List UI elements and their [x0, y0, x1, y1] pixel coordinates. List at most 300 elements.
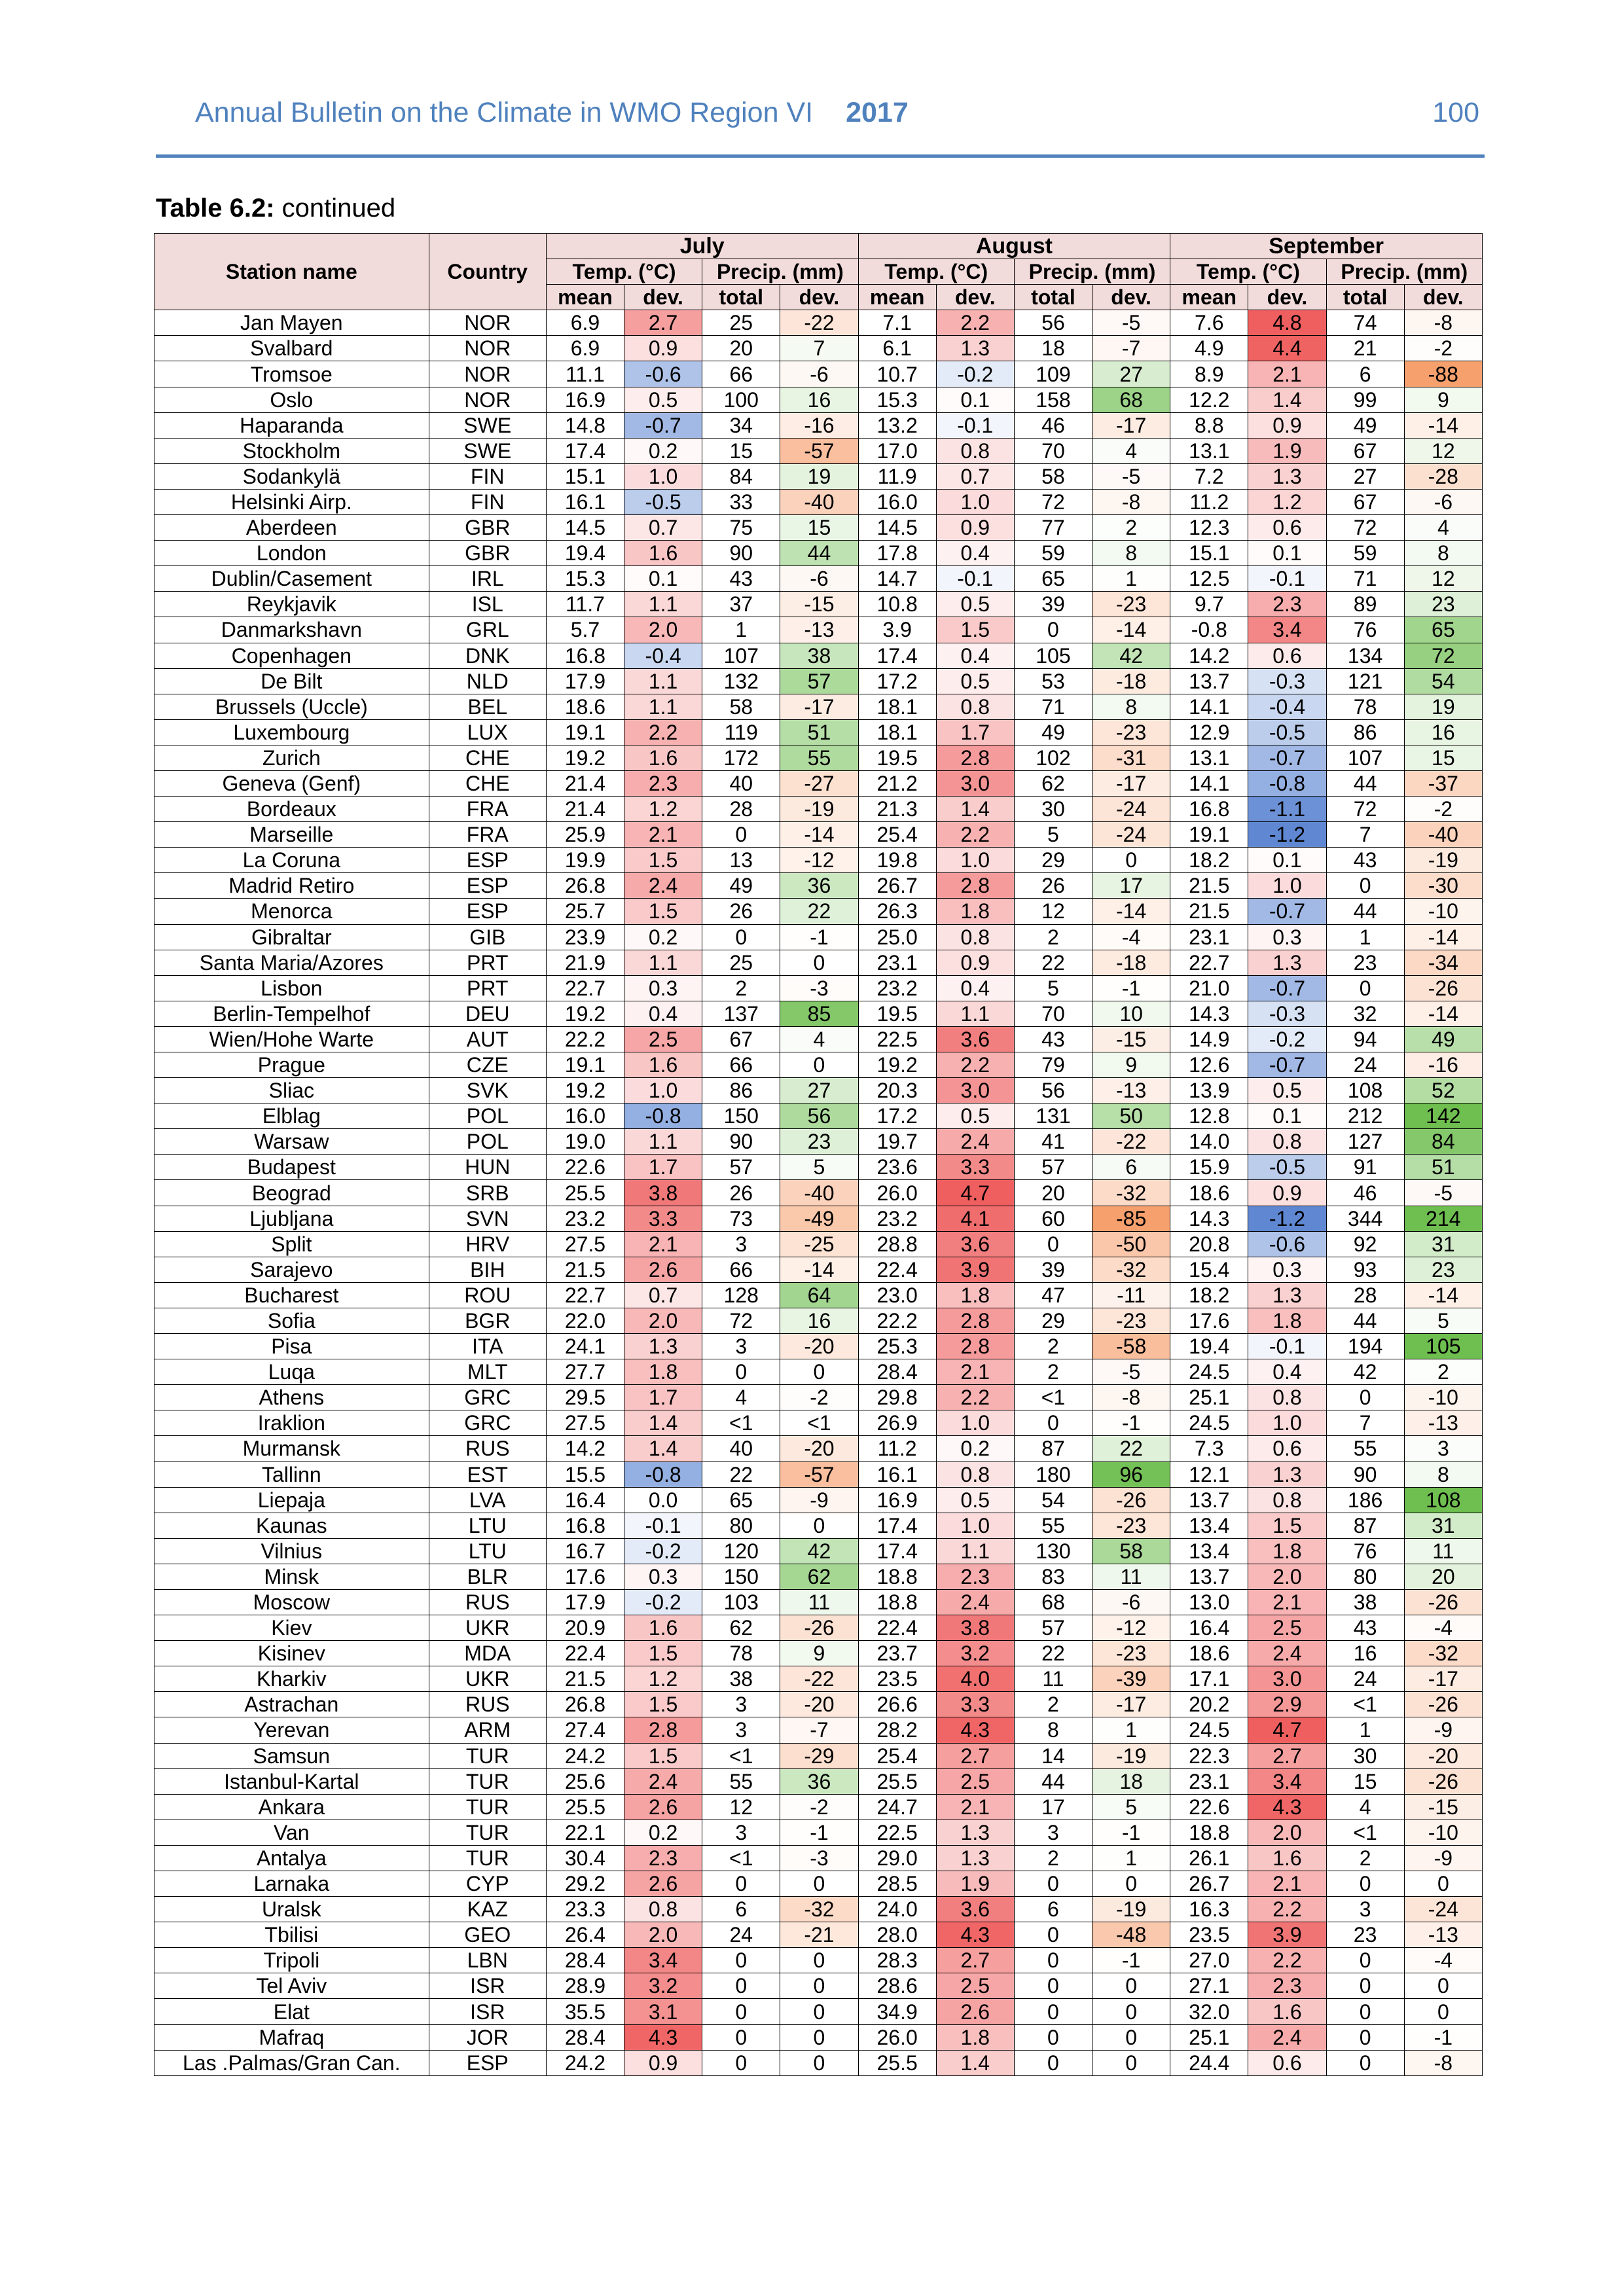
- july-precip-total-cell: 75: [702, 515, 780, 541]
- september-temp-mean-cell: 12.2: [1170, 387, 1248, 412]
- july-temp-dev-cell: 0.2: [624, 1820, 702, 1845]
- september-temp-dev-cell: 0.1: [1248, 1103, 1326, 1129]
- august-precip-dev-cell: 8: [1092, 694, 1170, 719]
- september-temp-mean-cell: 19.1: [1170, 822, 1248, 848]
- august-temp-dev-cell: 0.9: [936, 950, 1014, 975]
- august-precip-dev-cell: -23: [1092, 1641, 1170, 1666]
- station-name-cell: Kaunas: [154, 1513, 429, 1538]
- september-precip-dev-cell: -14: [1404, 1001, 1482, 1026]
- july-precip-total-cell: 128: [702, 1282, 780, 1308]
- august-temp-dev-cell: 1.1: [936, 1538, 1014, 1564]
- august-temp-dev-cell: 1.8: [936, 1282, 1014, 1308]
- august-precip-dev-cell: -14: [1092, 617, 1170, 643]
- september-precip-total-cell: 24: [1326, 1666, 1404, 1692]
- temp-header: Temp. (°C): [1170, 259, 1326, 285]
- july-temp-dev-cell: 1.2: [624, 797, 702, 822]
- station-name-cell: Lisbon: [154, 975, 429, 1001]
- september-precip-total-cell: 108: [1326, 1078, 1404, 1103]
- september-precip-total-cell: 16: [1326, 1641, 1404, 1666]
- august-temp-dev-cell: 0.5: [936, 1103, 1014, 1129]
- september-precip-dev-cell: -10: [1404, 1385, 1482, 1410]
- table-caption: [156, 194, 395, 223]
- september-temp-dev-cell: 3.4: [1248, 1768, 1326, 1794]
- country-cell: FIN: [429, 489, 546, 514]
- september-precip-total-cell: 134: [1326, 643, 1404, 668]
- july-precip-total-cell: 65: [702, 1487, 780, 1513]
- july-precip-total-cell: <1: [702, 1410, 780, 1436]
- august-precip-dev-cell: -12: [1092, 1615, 1170, 1641]
- september-precip-dev-cell: 8: [1404, 541, 1482, 566]
- july-temp-mean-cell: 28.4: [546, 1948, 624, 1973]
- september-temp-mean-cell: 27.0: [1170, 1948, 1248, 1973]
- country-cell: TUR: [429, 1768, 546, 1794]
- september-precip-total-cell: 0: [1326, 1871, 1404, 1897]
- september-precip-dev-cell: -1: [1404, 2024, 1482, 2050]
- july-temp-mean-cell: 19.1: [546, 719, 624, 745]
- july-precip-total-cell: 40: [702, 1436, 780, 1462]
- table-row: [154, 1794, 1483, 1820]
- july-precip-total-cell: 26: [702, 899, 780, 924]
- september-temp-mean-cell: 12.5: [1170, 566, 1248, 592]
- july-precip-dev-cell: -7: [780, 1717, 858, 1743]
- august-temp-dev-cell: 3.3: [936, 1155, 1014, 1180]
- bulletin-title-text: Annual Bulletin on the Climate in WMO Region VI: [195, 97, 814, 128]
- july-precip-dev-cell: 85: [780, 1001, 858, 1026]
- july-temp-mean-cell: 26.8: [546, 1692, 624, 1717]
- july-temp-dev-cell: 3.3: [624, 1206, 702, 1231]
- table-row: [154, 310, 1483, 336]
- july-temp-mean-cell: 16.4: [546, 1487, 624, 1513]
- july-precip-total-cell: 1: [702, 617, 780, 643]
- september-precip-dev-cell: 20: [1404, 1564, 1482, 1589]
- july-temp-dev-cell: 1.1: [624, 668, 702, 694]
- august-temp-dev-cell: 1.7: [936, 719, 1014, 745]
- august-precip-dev-cell: 0: [1092, 1999, 1170, 2024]
- bulletin-title: [195, 97, 909, 129]
- july-precip-total-cell: 40: [702, 770, 780, 796]
- september-precip-total-cell: 55: [1326, 1436, 1404, 1462]
- country-cell: FRA: [429, 822, 546, 848]
- august-temp-dev-cell: 1.3: [936, 1845, 1014, 1871]
- july-precip-dev-cell: -14: [780, 822, 858, 848]
- august-precip-total-cell: 57: [1014, 1155, 1092, 1180]
- september-temp-mean-cell: 15.1: [1170, 541, 1248, 566]
- station-name-cell: Yerevan: [154, 1717, 429, 1743]
- july-temp-mean-cell: 16.8: [546, 1513, 624, 1538]
- august-precip-dev-cell: 6: [1092, 1155, 1170, 1180]
- september-precip-total-cell: 74: [1326, 310, 1404, 336]
- table-row: [154, 1564, 1483, 1589]
- july-temp-dev-cell: 0.3: [624, 1564, 702, 1589]
- station-name-cell: Kharkiv: [154, 1666, 429, 1692]
- country-cell: CHE: [429, 745, 546, 770]
- september-precip-total-cell: 46: [1326, 1180, 1404, 1206]
- september-temp-dev-cell: 0.5: [1248, 1078, 1326, 1103]
- september-precip-dev-cell: -28: [1404, 463, 1482, 489]
- august-precip-total-cell: 0: [1014, 1922, 1092, 1948]
- july-precip-total-cell: 4: [702, 1385, 780, 1410]
- table-row: [154, 1641, 1483, 1666]
- august-temp-mean-cell: 23.2: [858, 1206, 936, 1231]
- july-temp-dev-cell: 1.6: [624, 1052, 702, 1078]
- july-temp-dev-cell: 2.0: [624, 1308, 702, 1333]
- july-precip-dev-cell: 42: [780, 1538, 858, 1564]
- september-precip-dev-cell: 214: [1404, 1206, 1482, 1231]
- august-precip-total-cell: 0: [1014, 1948, 1092, 1973]
- august-temp-mean-cell: 22.5: [858, 1026, 936, 1052]
- september-precip-total-cell: 28: [1326, 1282, 1404, 1308]
- september-temp-mean-cell: 25.1: [1170, 1385, 1248, 1410]
- station-name-cell: Moscow: [154, 1589, 429, 1615]
- station-name-cell: Jan Mayen: [154, 310, 429, 336]
- station-name-cell: Liepaja: [154, 1487, 429, 1513]
- july-precip-total-cell: 49: [702, 873, 780, 899]
- september-temp-dev-cell: -1.2: [1248, 822, 1326, 848]
- july-precip-dev-cell: -12: [780, 848, 858, 873]
- september-temp-mean-cell: 14.1: [1170, 770, 1248, 796]
- july-temp-mean-cell: 22.4: [546, 1641, 624, 1666]
- august-temp-dev-cell: 0.4: [936, 975, 1014, 1001]
- september-precip-dev-cell: 11: [1404, 1538, 1482, 1564]
- july-temp-dev-cell: 1.5: [624, 1641, 702, 1666]
- august-precip-total-cell: 58: [1014, 463, 1092, 489]
- september-temp-mean-cell: 19.4: [1170, 1334, 1248, 1359]
- september-precip-total-cell: 1: [1326, 924, 1404, 950]
- country-cell: GEO: [429, 1922, 546, 1948]
- september-precip-total-cell: 80: [1326, 1564, 1404, 1589]
- country-cell: GBR: [429, 515, 546, 541]
- august-precip-total-cell: 70: [1014, 438, 1092, 463]
- july-precip-dev-cell: -1: [780, 924, 858, 950]
- september-precip-dev-cell: 0: [1404, 1871, 1482, 1897]
- august-precip-dev-cell: 0: [1092, 1871, 1170, 1897]
- september-temp-mean-cell: 18.8: [1170, 1820, 1248, 1845]
- july-temp-mean-cell: 17.9: [546, 1589, 624, 1615]
- table-row: [154, 336, 1483, 361]
- table-row: [154, 1436, 1483, 1462]
- september-precip-dev-cell: -40: [1404, 822, 1482, 848]
- august-temp-dev-cell: 4.3: [936, 1922, 1014, 1948]
- august-precip-total-cell: 62: [1014, 770, 1092, 796]
- country-cell: FIN: [429, 463, 546, 489]
- table-row: [154, 412, 1483, 438]
- august-temp-dev-cell: 2.1: [936, 1359, 1014, 1385]
- july-precip-total-cell: 107: [702, 643, 780, 668]
- july-precip-total-cell: 22: [702, 1462, 780, 1487]
- august-precip-dev-cell: -23: [1092, 592, 1170, 617]
- table-row: [154, 1973, 1483, 1999]
- august-temp-dev-cell: 2.4: [936, 1589, 1014, 1615]
- july-temp-dev-cell: 2.0: [624, 617, 702, 643]
- september-precip-total-cell: 92: [1326, 1231, 1404, 1257]
- page-number: 100: [1432, 97, 1479, 128]
- august-temp-mean-cell: 16.9: [858, 1487, 936, 1513]
- july-temp-dev-cell: 2.7: [624, 310, 702, 336]
- july-precip-dev-cell: -57: [780, 438, 858, 463]
- september-precip-total-cell: 127: [1326, 1129, 1404, 1155]
- september-temp-dev-cell: 1.4: [1248, 387, 1326, 412]
- station-name-cell: Madrid Retiro: [154, 873, 429, 899]
- august-temp-dev-cell: 0.7: [936, 463, 1014, 489]
- july-temp-mean-cell: 21.5: [546, 1257, 624, 1282]
- september-precip-total-cell: <1: [1326, 1820, 1404, 1845]
- september-precip-total-cell: 4: [1326, 1794, 1404, 1820]
- august-temp-mean-cell: 17.4: [858, 1538, 936, 1564]
- august-precip-dev-cell: -24: [1092, 797, 1170, 822]
- july-precip-total-cell: 28: [702, 797, 780, 822]
- july-precip-dev-cell: 16: [780, 1308, 858, 1333]
- station-name-cell: Minsk: [154, 1564, 429, 1589]
- sub-header-dev: dev.: [780, 285, 858, 310]
- july-temp-dev-cell: 2.6: [624, 1257, 702, 1282]
- july-precip-dev-cell: 0: [780, 1948, 858, 1973]
- august-temp-dev-cell: 2.5: [936, 1768, 1014, 1794]
- country-cell: JOR: [429, 2024, 546, 2050]
- september-temp-dev-cell: 4.4: [1248, 336, 1326, 361]
- september-temp-dev-cell: 2.2: [1248, 1897, 1326, 1922]
- august-temp-mean-cell: 22.4: [858, 1257, 936, 1282]
- station-name-cell: Marseille: [154, 822, 429, 848]
- july-precip-dev-cell: 0: [780, 1052, 858, 1078]
- august-precip-dev-cell: 1: [1092, 1845, 1170, 1871]
- august-precip-total-cell: 0: [1014, 1999, 1092, 2024]
- july-temp-dev-cell: 1.7: [624, 1155, 702, 1180]
- table-row: [154, 1845, 1483, 1871]
- july-temp-dev-cell: 3.8: [624, 1180, 702, 1206]
- july-temp-dev-cell: 1.4: [624, 1410, 702, 1436]
- august-precip-dev-cell: 5: [1092, 1794, 1170, 1820]
- september-temp-mean-cell: 22.7: [1170, 950, 1248, 975]
- september-temp-dev-cell: -0.1: [1248, 566, 1326, 592]
- sub-header-dev: dev.: [624, 285, 702, 310]
- july-temp-dev-cell: 2.1: [624, 822, 702, 848]
- august-temp-dev-cell: -0.2: [936, 361, 1014, 387]
- station-name-cell: Aberdeen: [154, 515, 429, 541]
- september-temp-mean-cell: 27.1: [1170, 1973, 1248, 1999]
- july-precip-total-cell: 84: [702, 463, 780, 489]
- july-temp-dev-cell: 0.8: [624, 1897, 702, 1922]
- august-temp-mean-cell: 25.4: [858, 1743, 936, 1768]
- august-precip-total-cell: 39: [1014, 592, 1092, 617]
- august-precip-dev-cell: -22: [1092, 1129, 1170, 1155]
- country-cell: SWE: [429, 412, 546, 438]
- august-precip-total-cell: 18: [1014, 336, 1092, 361]
- august-precip-dev-cell: -85: [1092, 1206, 1170, 1231]
- august-precip-total-cell: 39: [1014, 1257, 1092, 1282]
- august-precip-dev-cell: -23: [1092, 719, 1170, 745]
- august-temp-mean-cell: 19.8: [858, 848, 936, 873]
- september-temp-mean-cell: 23.1: [1170, 924, 1248, 950]
- july-precip-total-cell: 0: [702, 924, 780, 950]
- september-precip-dev-cell: 84: [1404, 1129, 1482, 1155]
- september-temp-dev-cell: 1.8: [1248, 1538, 1326, 1564]
- july-temp-dev-cell: 2.3: [624, 770, 702, 796]
- september-precip-total-cell: 7: [1326, 822, 1404, 848]
- july-precip-total-cell: 37: [702, 592, 780, 617]
- july-temp-dev-cell: 2.4: [624, 873, 702, 899]
- country-cell: CZE: [429, 1052, 546, 1078]
- august-precip-dev-cell: -11: [1092, 1282, 1170, 1308]
- september-temp-mean-cell: 7.3: [1170, 1436, 1248, 1462]
- table-row: [154, 643, 1483, 668]
- september-temp-dev-cell: -0.7: [1248, 899, 1326, 924]
- august-temp-mean-cell: 26.7: [858, 873, 936, 899]
- september-precip-total-cell: 24: [1326, 1052, 1404, 1078]
- july-precip-dev-cell: 38: [780, 643, 858, 668]
- august-precip-total-cell: 20: [1014, 1180, 1092, 1206]
- july-precip-total-cell: 0: [702, 822, 780, 848]
- july-temp-mean-cell: 19.4: [546, 541, 624, 566]
- september-precip-total-cell: 0: [1326, 1385, 1404, 1410]
- september-temp-mean-cell: 8.8: [1170, 412, 1248, 438]
- country-cell: POL: [429, 1129, 546, 1155]
- september-precip-dev-cell: 0: [1404, 1999, 1482, 2024]
- august-temp-mean-cell: 7.1: [858, 310, 936, 336]
- august-temp-mean-cell: 34.9: [858, 1999, 936, 2024]
- july-precip-dev-cell: -40: [780, 489, 858, 514]
- august-precip-total-cell: 5: [1014, 822, 1092, 848]
- september-precip-dev-cell: -32: [1404, 1641, 1482, 1666]
- july-temp-dev-cell: 1.1: [624, 592, 702, 617]
- august-precip-total-cell: 2: [1014, 1692, 1092, 1717]
- august-precip-dev-cell: -5: [1092, 1359, 1170, 1385]
- september-precip-total-cell: 43: [1326, 848, 1404, 873]
- station-name-cell: Santa Maria/Azores: [154, 950, 429, 975]
- july-precip-dev-cell: 0: [780, 1999, 858, 2024]
- august-temp-dev-cell: 4.0: [936, 1666, 1014, 1692]
- july-temp-mean-cell: 16.1: [546, 489, 624, 514]
- september-precip-dev-cell: 23: [1404, 1257, 1482, 1282]
- august-precip-total-cell: 158: [1014, 387, 1092, 412]
- august-precip-total-cell: 87: [1014, 1436, 1092, 1462]
- country-header: Country: [429, 234, 546, 310]
- july-temp-dev-cell: 2.8: [624, 1717, 702, 1743]
- station-name-cell: Menorca: [154, 899, 429, 924]
- station-name-cell: Tripoli: [154, 1948, 429, 1973]
- august-precip-total-cell: 0: [1014, 2050, 1092, 2075]
- august-temp-dev-cell: 0.8: [936, 1462, 1014, 1487]
- august-temp-mean-cell: 25.5: [858, 2050, 936, 2075]
- july-precip-total-cell: 25: [702, 310, 780, 336]
- august-precip-dev-cell: -23: [1092, 1308, 1170, 1333]
- july-temp-mean-cell: 16.8: [546, 643, 624, 668]
- september-precip-dev-cell: -26: [1404, 1768, 1482, 1794]
- month-header-july: July: [546, 234, 858, 259]
- july-temp-dev-cell: -0.1: [624, 1513, 702, 1538]
- august-temp-dev-cell: -0.1: [936, 412, 1014, 438]
- station-name-cell: Geneva (Genf): [154, 770, 429, 796]
- august-temp-mean-cell: 23.6: [858, 1155, 936, 1180]
- table-row: [154, 617, 1483, 643]
- september-precip-total-cell: 43: [1326, 1615, 1404, 1641]
- sub-header-dev: dev.: [1404, 285, 1482, 310]
- august-precip-dev-cell: -24: [1092, 822, 1170, 848]
- september-temp-mean-cell: 4.9: [1170, 336, 1248, 361]
- september-temp-mean-cell: 23.1: [1170, 1768, 1248, 1794]
- july-precip-dev-cell: 22: [780, 899, 858, 924]
- august-temp-mean-cell: 19.7: [858, 1129, 936, 1155]
- table-row: [154, 1231, 1483, 1257]
- table-row: [154, 1871, 1483, 1897]
- august-temp-mean-cell: 17.4: [858, 643, 936, 668]
- july-precip-dev-cell: -26: [780, 1615, 858, 1641]
- july-temp-mean-cell: 29.2: [546, 1871, 624, 1897]
- august-precip-total-cell: 8: [1014, 1717, 1092, 1743]
- september-precip-dev-cell: 65: [1404, 617, 1482, 643]
- country-cell: PRT: [429, 950, 546, 975]
- sub-header-mean: mean: [546, 285, 624, 310]
- july-temp-dev-cell: 4.3: [624, 2024, 702, 2050]
- september-temp-mean-cell: 17.6: [1170, 1308, 1248, 1333]
- station-name-cell: Bucharest: [154, 1282, 429, 1308]
- july-precip-dev-cell: 44: [780, 541, 858, 566]
- august-precip-total-cell: 30: [1014, 797, 1092, 822]
- july-temp-mean-cell: 17.9: [546, 668, 624, 694]
- july-temp-dev-cell: 2.2: [624, 719, 702, 745]
- july-precip-total-cell: 119: [702, 719, 780, 745]
- july-temp-dev-cell: 1.8: [624, 1359, 702, 1385]
- july-precip-total-cell: 100: [702, 387, 780, 412]
- september-temp-dev-cell: 2.5: [1248, 1615, 1326, 1641]
- station-name-cell: Van: [154, 1820, 429, 1845]
- july-precip-dev-cell: 0: [780, 1973, 858, 1999]
- july-temp-mean-cell: 27.4: [546, 1717, 624, 1743]
- table-row: [154, 1410, 1483, 1436]
- station-name-cell: Wien/Hohe Warte: [154, 1026, 429, 1052]
- september-temp-mean-cell: 13.4: [1170, 1513, 1248, 1538]
- country-cell: ITA: [429, 1334, 546, 1359]
- august-temp-mean-cell: 18.8: [858, 1564, 936, 1589]
- july-temp-dev-cell: -0.8: [624, 1462, 702, 1487]
- september-temp-mean-cell: 24.5: [1170, 1359, 1248, 1385]
- july-temp-dev-cell: 1.0: [624, 1078, 702, 1103]
- september-precip-dev-cell: -34: [1404, 950, 1482, 975]
- sub-header-dev: dev.: [1248, 285, 1326, 310]
- july-temp-dev-cell: -0.6: [624, 361, 702, 387]
- table-row: [154, 1078, 1483, 1103]
- september-precip-dev-cell: -14: [1404, 1282, 1482, 1308]
- august-temp-dev-cell: 1.0: [936, 489, 1014, 514]
- september-precip-total-cell: 87: [1326, 1513, 1404, 1538]
- july-precip-total-cell: 0: [702, 1999, 780, 2024]
- july-precip-dev-cell: -6: [780, 566, 858, 592]
- july-temp-dev-cell: 1.4: [624, 1436, 702, 1462]
- august-temp-dev-cell: 3.6: [936, 1897, 1014, 1922]
- september-precip-total-cell: 27: [1326, 463, 1404, 489]
- august-precip-dev-cell: -1: [1092, 1820, 1170, 1845]
- september-precip-total-cell: 1: [1326, 1717, 1404, 1743]
- september-temp-dev-cell: 1.0: [1248, 1410, 1326, 1436]
- september-temp-dev-cell: 4.7: [1248, 1717, 1326, 1743]
- august-temp-dev-cell: 1.3: [936, 1820, 1014, 1845]
- august-precip-dev-cell: 10: [1092, 1001, 1170, 1026]
- september-temp-mean-cell: 32.0: [1170, 1999, 1248, 2024]
- september-temp-dev-cell: 2.1: [1248, 1871, 1326, 1897]
- september-temp-dev-cell: -0.3: [1248, 668, 1326, 694]
- july-temp-dev-cell: 3.4: [624, 1948, 702, 1973]
- july-temp-dev-cell: 0.9: [624, 336, 702, 361]
- august-precip-dev-cell: -17: [1092, 412, 1170, 438]
- table-row: [154, 668, 1483, 694]
- august-temp-dev-cell: 0.8: [936, 438, 1014, 463]
- september-temp-dev-cell: 2.7: [1248, 1743, 1326, 1768]
- sub-header-mean: mean: [858, 285, 936, 310]
- july-precip-total-cell: 150: [702, 1103, 780, 1129]
- country-cell: RUS: [429, 1692, 546, 1717]
- september-precip-total-cell: 78: [1326, 694, 1404, 719]
- july-temp-dev-cell: -0.8: [624, 1103, 702, 1129]
- september-precip-total-cell: 44: [1326, 899, 1404, 924]
